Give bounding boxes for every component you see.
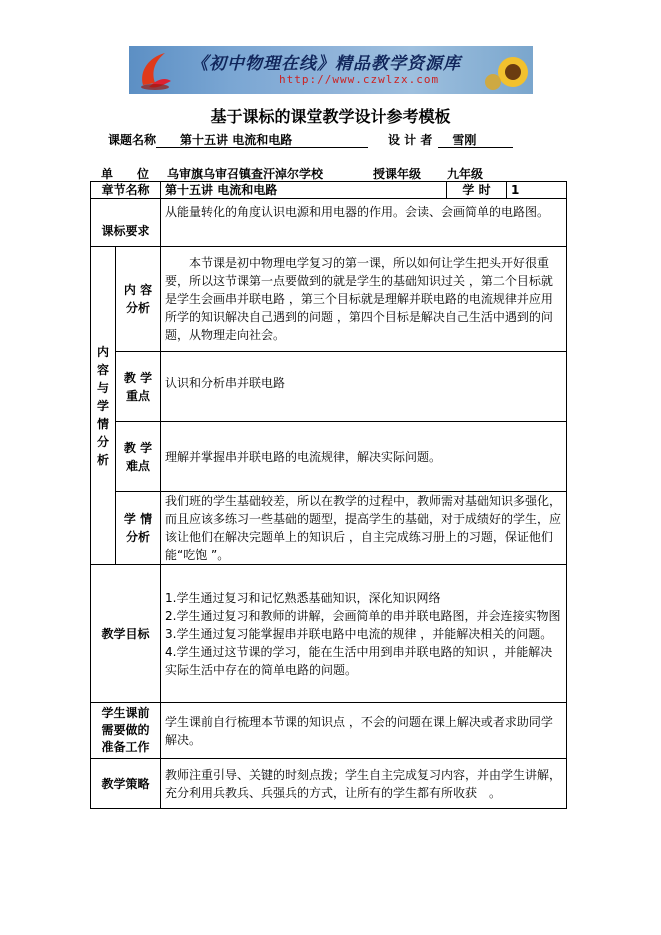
- student-analysis-row: [91, 492, 567, 565]
- unit-value: 乌审旗乌审召镇查汗淖尔学校: [157, 167, 361, 182]
- goal-item: 3.学生通过复习能掌握串并联电路中电流的规律 ，并能解决相关的问题。: [165, 626, 553, 641]
- key-point-row: [91, 352, 567, 422]
- strategy-label: 教学策略: [91, 759, 161, 809]
- standard-text: 从能量转化的角度认识电源和用电器的作用。会读、会画简单的电路图。: [161, 199, 567, 247]
- designer-label: 设 计 者: [388, 133, 433, 147]
- topic-label: 课题名称: [108, 133, 157, 147]
- topic-value: 第十五讲 电流和电路: [156, 133, 368, 148]
- lesson-plan-table: [90, 181, 567, 809]
- analysis-section-label: 内 容 与 学 情 分 析: [91, 247, 116, 565]
- grade-line: [373, 165, 507, 182]
- hours-value: 1: [507, 182, 567, 199]
- key-point-text: 认识和分析串并联电路: [161, 352, 567, 422]
- site-logo-icon: [135, 49, 175, 91]
- standard-row: [91, 199, 567, 247]
- goal-item: 2.学生通过复习和教师的讲解，会画简单的串并联电路图，并会连接实物图: [165, 608, 561, 623]
- grade-value: 九年级: [421, 167, 507, 182]
- designer-value: 雪刚: [438, 133, 513, 148]
- unit-label: 单 位: [101, 167, 150, 181]
- topic-line: [108, 131, 368, 148]
- goal-item: 1.学生通过复习和记忆熟悉基础知识，深化知识网络: [165, 590, 441, 605]
- sunflower-icon: [483, 52, 529, 92]
- difficulty-row: [91, 422, 567, 492]
- prep-row: [91, 703, 567, 759]
- goal-item: 4.学生通过这节课的学习，能在生活中用到串并联电路的知识 ，并能解决实际生活中存在的简单电路的问题。: [165, 644, 553, 677]
- student-analysis-text: 我们班的学生基础较差，所以在教学的过程中，教师需对基础知识多强化，而且应该多练习一些基础的题型，提高学生的基础，对于成绩好的学生，应该让他们在解决完题单上的知识后 ，自主完成练习册上的习题，保证他们能“吃饱 ”。: [161, 492, 567, 565]
- designer-line: [388, 131, 513, 148]
- difficulty-text: 理解并掌握串并联电路的电流规律，解决实际问题。: [161, 422, 567, 492]
- chapter-label: 章节名称: [91, 182, 161, 199]
- prep-label: 学生课前 需要做的 准备工作: [91, 703, 161, 759]
- standard-label: 课标要求: [91, 199, 161, 247]
- prep-text: 学生课前自行梳理本节课的知识点 ，不会的问题在课上解决或者求助同学解决。: [161, 703, 567, 759]
- grade-label: 授课年级: [373, 167, 422, 181]
- key-point-label: 教 学 重点: [116, 352, 161, 422]
- content-row: [91, 247, 567, 352]
- goals-list: [161, 565, 567, 703]
- content-analysis-label: 内 容 分析: [116, 247, 161, 352]
- hours-label: 学 时: [447, 182, 507, 199]
- content-analysis-text: 本节课是初中物理电学复习的第一课，所以如何让学生把头开好很重要，所以这节课第一点要做到的就是学生的基础知识过关 ，第二个目标就是学生会画串并联电路 ，第三个目标就是理解并联电路的电流规律并应用所学的知识解决自己遇到的问题 ，第四个目标是解决自己生活中遇到的问题，从物理走向社会。: [161, 247, 567, 352]
- unit-line: [101, 165, 361, 182]
- goals-label: 教学目标: [91, 565, 161, 703]
- chapter-row: [91, 182, 567, 199]
- goals-row: [91, 565, 567, 703]
- student-analysis-label: 学 情 分析: [116, 492, 161, 565]
- banner-url: http://www.czwlzx.com: [279, 73, 440, 86]
- difficulty-label: 教 学 难点: [116, 422, 161, 492]
- header-banner: [129, 46, 533, 94]
- document-title: 基于课标的课堂教学设计参考模板: [210, 107, 451, 126]
- banner-title: 《初中物理在线》精品教学资源库: [191, 54, 461, 74]
- chapter-value: 第十五讲 电流和电路: [161, 182, 447, 199]
- strategy-row: [91, 759, 567, 809]
- strategy-text: 教师注重引导、关键的时刻点拨；学生自主完成复习内容，并由学生讲解，充分利用兵教兵、兵强兵的方式，让所有的学生都有所收获 。: [161, 759, 567, 809]
